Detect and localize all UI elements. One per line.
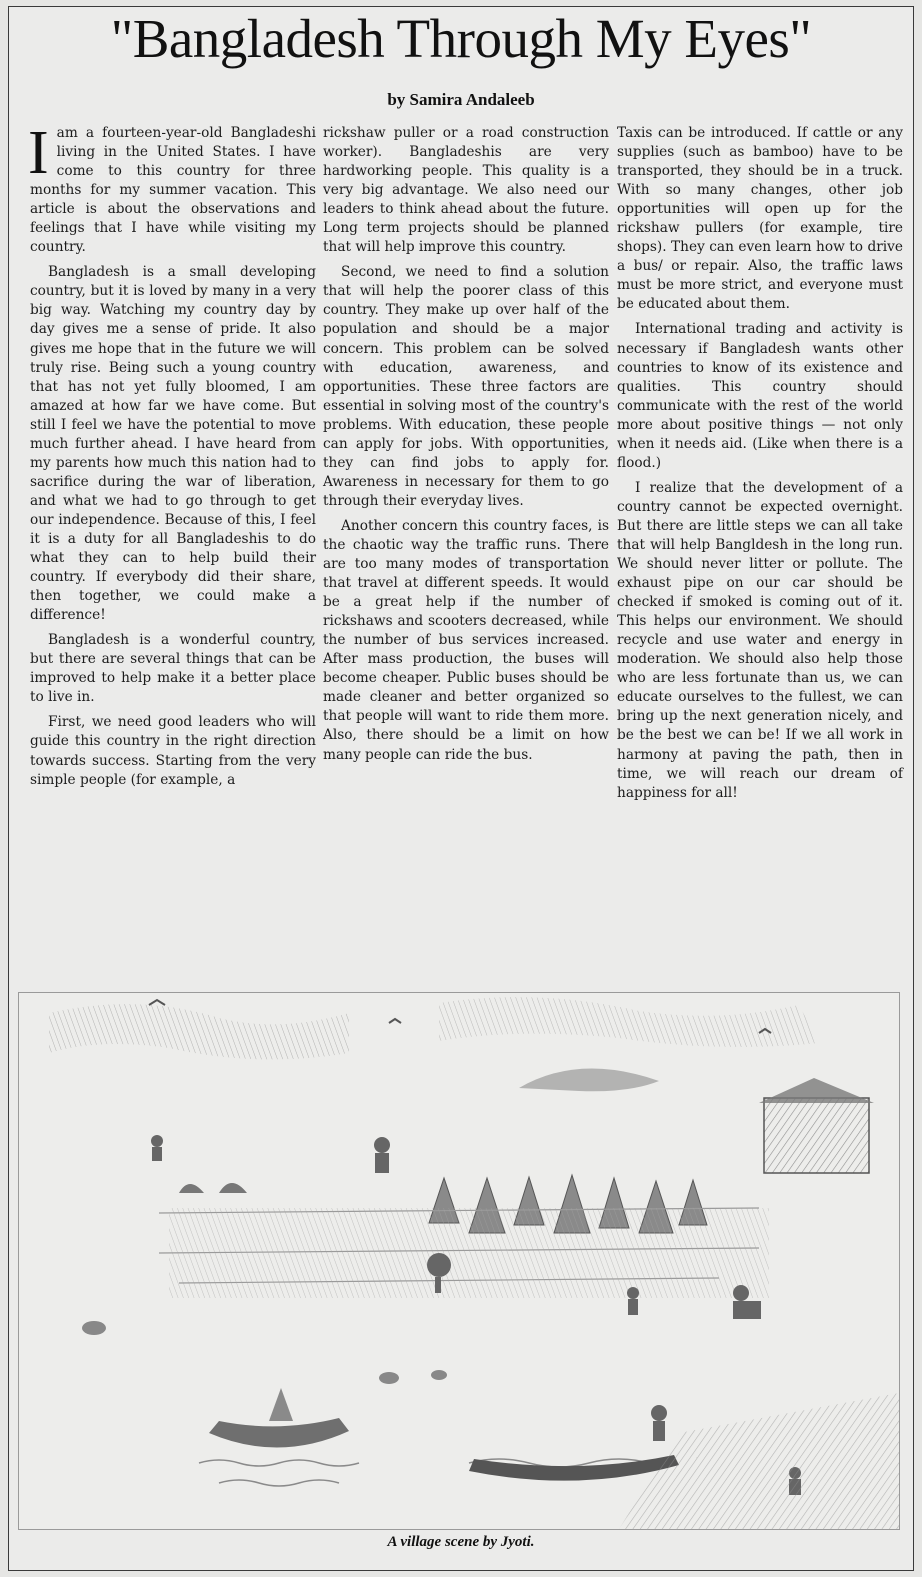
paragraph: Another concern this country faces, is the chaotic way the traffic runs. There are too many modes of transportation that travel at different speeds. It would be a great help if the number of rickshaws and scooters decreased, while the number of bus services increased. After mass production, the buses will become cheaper. Public buses should be made cleaner and better organized so that people will want to ride them more. Also, there should be a limit on how many people can ride the bus. — [323, 517, 609, 763]
paragraph-text: am a fourteen-year-old Bangladeshi living in the United States. I have come to this country for three months for my summer vacation. This article is about the observations and feelings that I have while visiting my country. — [30, 125, 316, 256]
article-column-2 — [323, 124, 609, 771]
article-column-1 — [28, 119, 316, 796]
illustration-caption: A village scene by Jyoti. — [387, 1534, 535, 1550]
paragraph: Bangladesh is a wonderful country, but there are several things that can be improved to help make it a better place to live in. — [30, 632, 316, 706]
paragraph: International trading and activity is necessary if Bangladesh wants other countries to know of its existence and qualities. This country should communicate with the rest of the world more about positive things — not only when it needs aid. (Like when there is a flood.) — [617, 321, 903, 471]
paragraph: rickshaw puller or a road construction worker). Bangladeshis are very hardworking people. This quality is a very big advantage. We also need our leaders to think ahead about the future. Long term projects should be planned that will help improve this country. — [323, 125, 609, 256]
byline: by Samira Andaleeb — [387, 90, 535, 109]
paragraph: First, we need good leaders who will guide this country in the right direction towards success. Starting from the very simple people (for example, a — [30, 714, 316, 788]
paragraph: Second, we need to find a solution that will help the poorer class of this country. They make up over half of the population and should be a major concern. This problem can be solved with education, awareness, and opportunities. These three factors are essential in solving most of the country's problems. With education, these people can apply for jobs. With opportunities, they can find jobs to apply for. Awareness in necessary for them to go through their everyday lives. — [323, 264, 609, 509]
drop-cap: I — [28, 119, 49, 187]
village-scene-drawing — [18, 992, 900, 1530]
headline: "Bangladesh Through My Eyes" — [110, 8, 812, 69]
paragraph: Bangladesh is a small developing country, but it is loved by many in a very big way. Watching my country day by day gives me a sense of pride. It also gives me hope that in the future we will truly rise. Being such a young country that has not yet fully bloomed, I am amazed at how far we have come. But still I feel we have the potential to move much further ahead. I have heard from my parents how much this nation had to sacrifice during the war of liberation, and what we had to go through to get our independence. Because of this, I feel it is a duty for all Bangladeshis to do what they can to help build their country. If everybody did their share, then together, we could make a difference! — [30, 264, 316, 624]
field-hatch — [169, 1208, 769, 1298]
hut-sketch — [764, 1098, 869, 1173]
article-column-3 — [617, 124, 903, 809]
paragraph: Taxis can be introduced. If cattle or any supplies (such as bamboo) have to be transported, they should be in a truck. With so many changes, other job opportunities will open up for the rickshaw pullers (for example, tire shops). They can even learn how to drive a bus/ or repair. Also, the traffic laws must be more strict, and everyone must be educated about them. — [617, 125, 903, 313]
paragraph — [28, 119, 316, 257]
drawing-sketch — [19, 993, 899, 1529]
paragraph: I realize that the development of a country cannot be expected overnight. But there are little steps we can all take that will help Bangldesh in the long run. We should never litter or pollute. The exhaust pipe on our car should be checked if smoked is coming out of it. This helps our environment. We should recycle and use water and energy in moderation. We should also help those who are less fortunate than us, we can educate ourselves to the fullest, we can bring up the next generation nicely, and be the best we can be! If we all work in harmony at paving the path, then in time, we will reach our dream of happiness for all! — [617, 479, 903, 801]
